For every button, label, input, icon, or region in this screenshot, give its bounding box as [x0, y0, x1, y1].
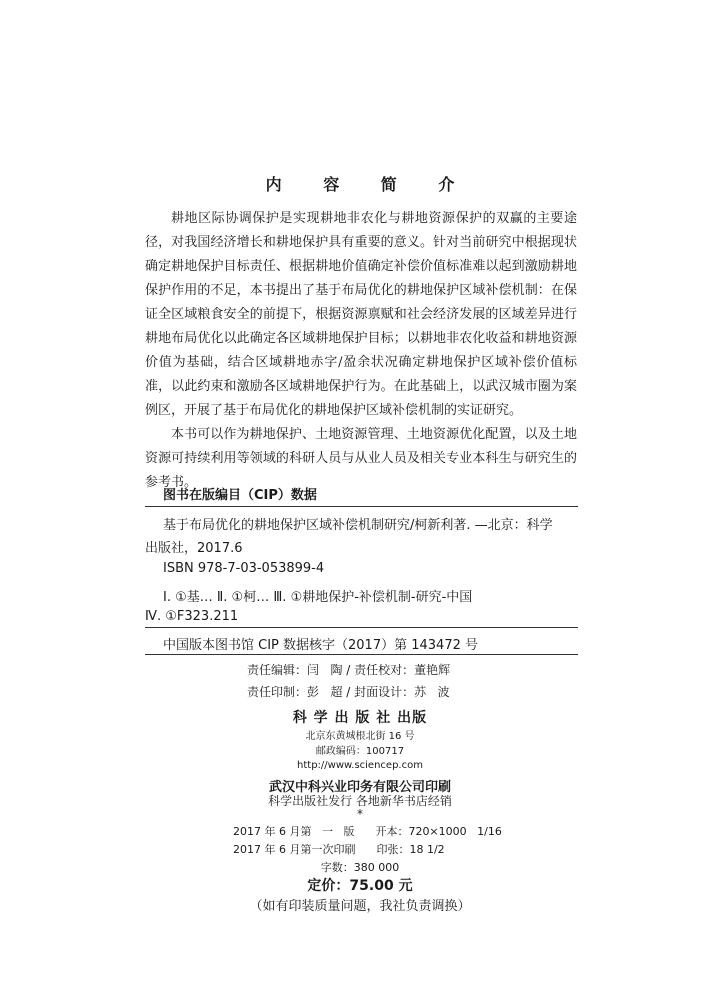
cip-title-line-2: 出版社，2017.6 — [145, 541, 243, 556]
cip-isbn: ISBN 978-7-03-053899-4 — [163, 561, 325, 576]
notice: （如有印装质量问题，我社负责调换） — [249, 899, 471, 914]
publisher-postcode: 邮政编码：100717 — [315, 746, 405, 757]
page-title: 内 容 简 介 — [265, 175, 473, 194]
printer: 武汉中科兴业印务有限公司印刷 — [268, 780, 451, 795]
word-count: 字数：380 000 — [320, 861, 400, 874]
cip-top-rule — [145, 506, 578, 507]
abstract-paragraph-1: 耕地区际协调保护是实现耕地非农化与耕地资源保护的双赢的主要途径，对我国经济增长和耕地保护具有重要的意义。针对当前研究中根据现状确定耕地保护目标责任、根据耕地价值确定补偿价值标准难以起到激励耕地保护作用的不足，本书提出了基于布局优化的耕地保护区域补偿机制：在保证全区域粮食安全的前提下，根据资源禀赋和社会经济发展的区域差异进行耕地布局优化以此确定各区域耕地保护目标；以耕地非农化收益和耕地资源价值为基础，结合区域耕地赤字/盈余状况确定耕地保护区域补偿价值标准，以此约束和激励各区域耕地保护行为。在此基础上，以武汉城市圈为案例区，开展了基于布局优化的耕地保护区域补偿机制的实证研究。 — [145, 211, 577, 418]
publisher-website: http://www.sciencep.com — [297, 760, 423, 771]
publisher-name: 科 学 出 版 社 出版 — [292, 710, 428, 726]
publisher-address: 北京东黄城根北街 16 号 — [305, 731, 415, 742]
cip-heading: 图书在版编目（CIP）数据 — [163, 488, 317, 503]
separator-star: * — [357, 807, 363, 821]
production-line: 责任印制：彭 超 / 封面设计：苏 波 — [247, 685, 450, 699]
abstract — [145, 207, 577, 495]
cip-number: 中国版本图书馆 CIP 数据核字（2017）第 143472 号 — [163, 638, 478, 653]
abstract-paragraph-2: 本书可以作为耕地保护、土地资源管理、土地资源优化配置，以及土地资源可持续利用等领域的科研人员与从业人员及相关专业本科生与研究生的参考书。 — [145, 427, 577, 490]
cip-subject-line-2: Ⅳ. ①F323.211 — [145, 609, 239, 624]
price: 定价：75.00 元 — [307, 878, 413, 894]
cip-bottom-rule — [145, 654, 578, 655]
editor-line: 责任编辑：闫 陶 / 责任校对：董艳辉 — [247, 663, 451, 677]
cip-middle-rule — [145, 627, 578, 628]
printing-line: 2017 年 6 月第一次印刷 印张：18 1/2 — [233, 843, 445, 856]
cip-title-line-1: 基于布局优化的耕地保护区域补偿机制研究/柯新利著. —北京：科学 — [163, 518, 553, 533]
edition-line: 2017 年 6 月第 一 版 开本：720×1000 1/16 — [233, 825, 502, 838]
cip-subject-line-1: Ⅰ. ①基… Ⅱ. ①柯… Ⅲ. ①耕地保护-补偿机制-研究-中国 — [163, 590, 473, 605]
distribution: 科学出版社发行 各地新华书店经销 — [268, 794, 452, 808]
